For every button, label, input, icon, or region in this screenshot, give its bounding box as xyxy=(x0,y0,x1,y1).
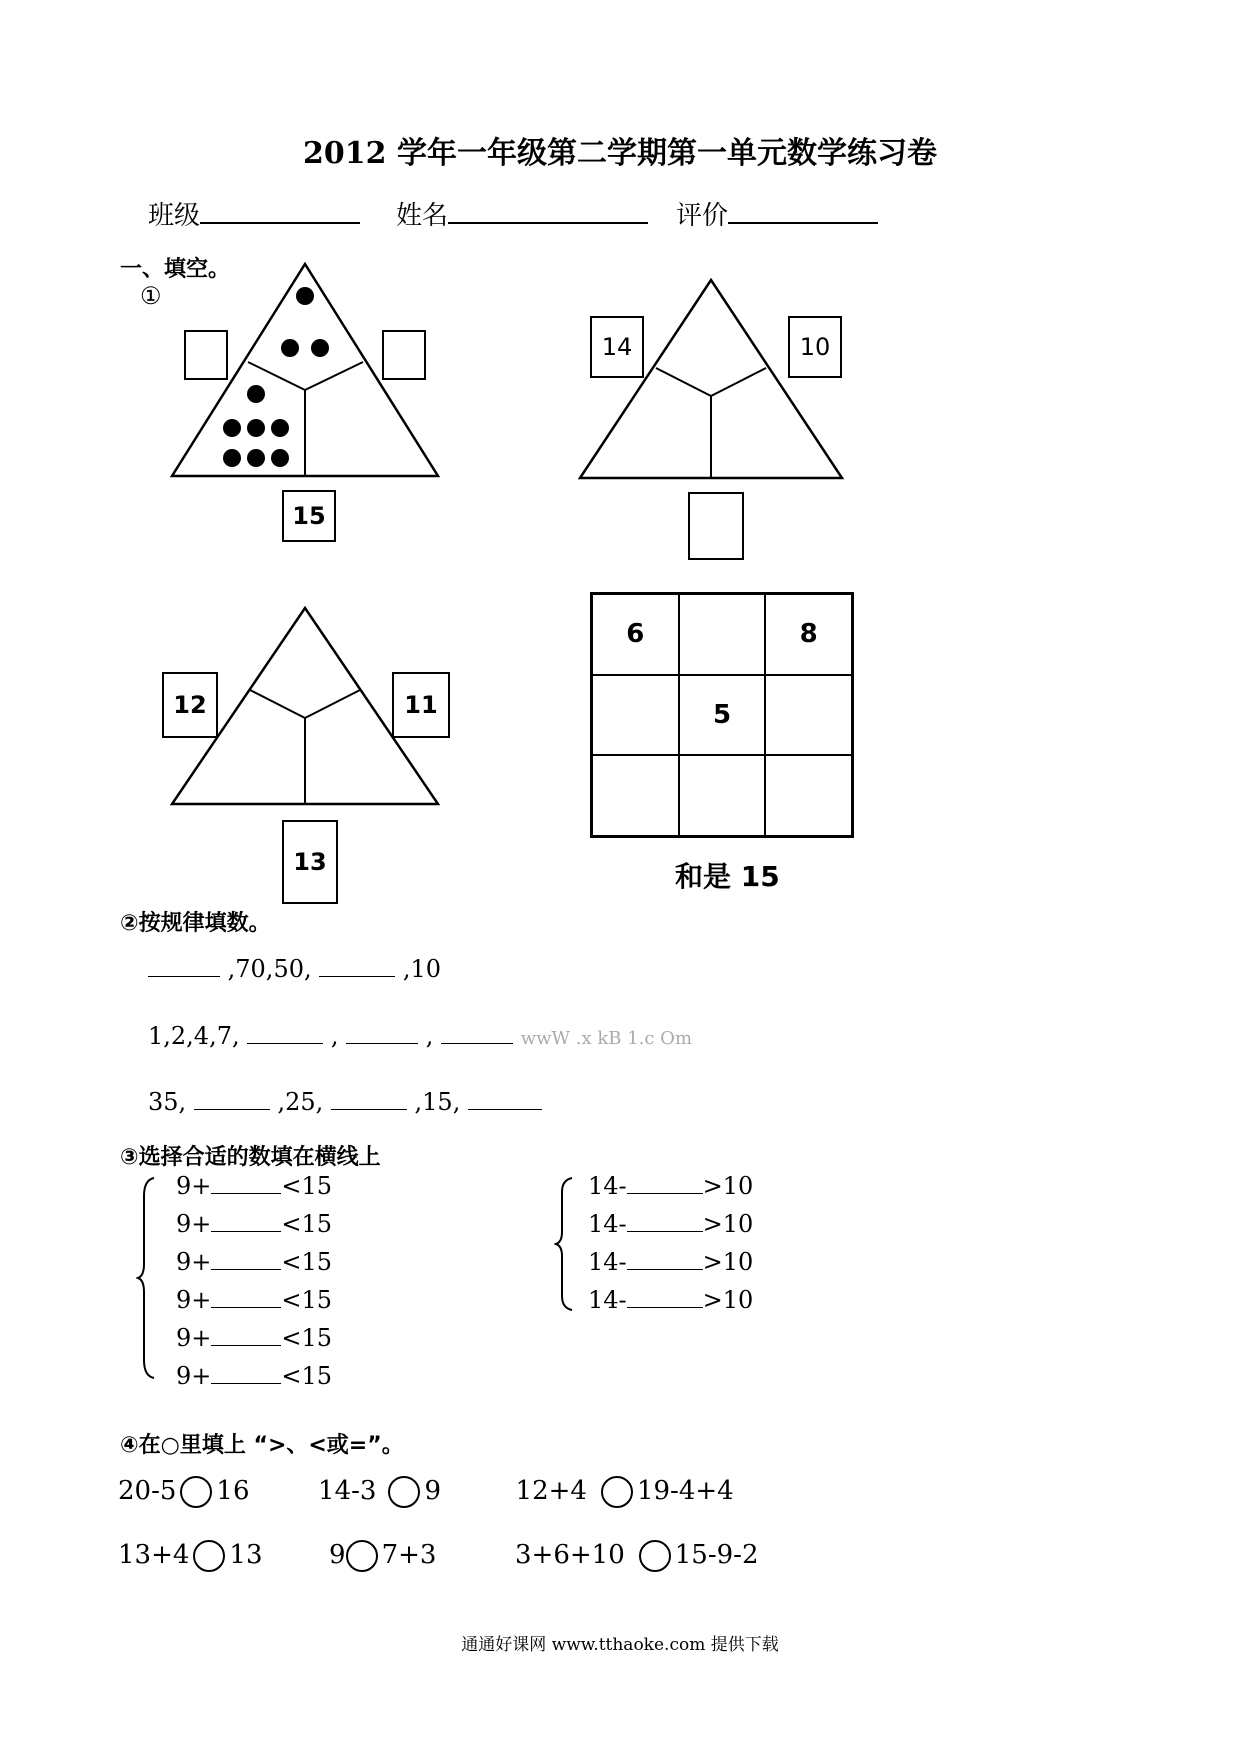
expression: 15-9-2 xyxy=(674,1540,759,1570)
pattern-row-1 xyxy=(148,955,441,983)
dot xyxy=(281,339,299,357)
triangle-2-bottom-box[interactable] xyxy=(688,492,744,560)
answer-blank[interactable] xyxy=(627,1287,703,1308)
inequality-suffix: <15 xyxy=(281,1210,333,1238)
answer-blank[interactable] xyxy=(627,1211,703,1232)
grade-label: 评价 xyxy=(676,201,729,231)
answer-blank[interactable] xyxy=(211,1363,281,1384)
magic-square-cell[interactable] xyxy=(765,675,852,756)
magic-square-cell[interactable] xyxy=(765,755,852,836)
answer-blank[interactable] xyxy=(441,1023,513,1044)
expression: 9 xyxy=(329,1540,346,1570)
dot xyxy=(223,419,241,437)
section1-heading: 一、填空。 xyxy=(120,257,231,282)
name-field xyxy=(396,195,648,232)
pattern-row-2-sep: , xyxy=(330,1022,339,1050)
expression: 16 xyxy=(216,1476,250,1506)
inequality-suffix: >10 xyxy=(702,1248,754,1276)
expression: 9 xyxy=(424,1476,442,1506)
magic-square-cell: 8 xyxy=(765,594,852,675)
triangle-2-divider-right xyxy=(711,368,766,396)
expression: 19-4+4 xyxy=(636,1476,734,1506)
dot xyxy=(271,419,289,437)
answer-blank[interactable] xyxy=(319,956,395,977)
inequality-prefix: 9+ xyxy=(176,1324,212,1352)
answer-blank[interactable] xyxy=(211,1211,281,1232)
inequality-suffix: <15 xyxy=(281,1248,333,1276)
inequality-suffix: <15 xyxy=(281,1324,333,1352)
dot xyxy=(311,339,329,357)
answer-blank[interactable] xyxy=(247,1023,323,1044)
grade-blank[interactable] xyxy=(728,200,878,224)
triangle-2 xyxy=(578,278,844,480)
inequality-suffix: <15 xyxy=(281,1172,333,1200)
expression: 20-5 xyxy=(118,1476,177,1506)
expression: 13+4 xyxy=(118,1540,190,1570)
dot xyxy=(223,449,241,467)
inequality-suffix: >10 xyxy=(702,1210,754,1238)
class-blank[interactable] xyxy=(200,200,360,224)
pattern-row-1-mid: ,70,50, xyxy=(227,955,312,983)
expression: 3+6+10 xyxy=(515,1540,625,1570)
triangle-3-left-box: 12 xyxy=(162,672,218,738)
answer-blank[interactable] xyxy=(194,1089,270,1110)
name-label: 姓名 xyxy=(396,201,449,231)
answer-blank[interactable] xyxy=(211,1325,281,1346)
triangle-3-divider-left xyxy=(250,690,305,718)
answer-blank[interactable] xyxy=(331,1089,407,1110)
inequality-prefix: 9+ xyxy=(176,1248,212,1276)
magic-square-cell[interactable] xyxy=(679,755,766,836)
inequality-left-4 xyxy=(176,1286,332,1314)
triangle-1-right-box[interactable] xyxy=(382,330,426,380)
right-brace-icon xyxy=(554,1176,576,1312)
pattern-row-2 xyxy=(148,1022,692,1050)
inequality-prefix: 14- xyxy=(588,1286,627,1314)
inequality-right-4 xyxy=(588,1286,753,1314)
triangle-2-divider-left xyxy=(656,368,711,396)
dot xyxy=(271,449,289,467)
triangle-2-right-box: 10 xyxy=(788,316,842,378)
left-brace-icon xyxy=(136,1176,158,1380)
answer-blank[interactable] xyxy=(627,1249,703,1270)
inequality-prefix: 14- xyxy=(588,1210,627,1238)
inequality-right-3 xyxy=(588,1248,753,1276)
inequality-left-2 xyxy=(176,1210,332,1238)
dot xyxy=(247,449,265,467)
expression: 7+3 xyxy=(381,1540,437,1570)
pattern-row-3-start: 35, xyxy=(148,1088,187,1116)
magic-square-cell: 6 xyxy=(592,594,679,675)
inequality-right-1 xyxy=(588,1172,753,1200)
inequality-suffix: >10 xyxy=(702,1286,754,1314)
triangle-1-bottom-box: 15 xyxy=(282,490,336,542)
section2-heading: ②按规律填数。 xyxy=(120,911,271,936)
magic-square-caption: 和是 15 xyxy=(675,860,780,893)
comparison-row-1 xyxy=(118,1476,734,1508)
inequality-suffix: <15 xyxy=(281,1362,333,1390)
pattern-row-3-b: ,15, xyxy=(414,1088,461,1116)
pattern-row-1-end: ,10 xyxy=(402,955,442,983)
compare-circle[interactable] xyxy=(601,1476,633,1508)
answer-blank[interactable] xyxy=(211,1287,281,1308)
magic-square-cell[interactable] xyxy=(679,594,766,675)
triangle-3-right-box: 11 xyxy=(392,672,450,738)
inequality-left-5 xyxy=(176,1324,332,1352)
class-field xyxy=(148,195,360,232)
section4-heading: ④在○里填上 “>、<或=”。 xyxy=(120,1433,404,1458)
sub-question-1-marker: ① xyxy=(140,282,162,310)
answer-blank[interactable] xyxy=(211,1249,281,1270)
dot xyxy=(247,385,265,403)
triangle-2-left-box: 14 xyxy=(590,316,644,378)
grade-field xyxy=(676,195,878,232)
magic-square-cell: 5 xyxy=(679,675,766,756)
expression: 12+4 xyxy=(515,1476,587,1506)
magic-square-cell[interactable] xyxy=(592,755,679,836)
pattern-row-3-a: ,25, xyxy=(277,1088,324,1116)
inequality-prefix: 9+ xyxy=(176,1172,212,1200)
expression: 13 xyxy=(229,1540,263,1570)
expression: 14-3 xyxy=(318,1476,377,1506)
magic-square-cell[interactable] xyxy=(592,675,679,756)
name-blank[interactable] xyxy=(448,200,648,224)
triangle-1-left-box[interactable] xyxy=(184,330,228,380)
answer-blank[interactable] xyxy=(346,1023,418,1044)
answer-blank[interactable] xyxy=(148,956,220,977)
pattern-row-2-sep: , xyxy=(425,1022,434,1050)
answer-blank[interactable] xyxy=(211,1173,281,1194)
inequality-prefix: 14- xyxy=(588,1172,627,1200)
answer-blank[interactable] xyxy=(627,1173,703,1194)
page-title: 2012 学年一年级第二学期第一单元数学练习卷 xyxy=(303,136,937,171)
inequality-prefix: 9+ xyxy=(176,1362,212,1390)
inequality-prefix: 9+ xyxy=(176,1286,212,1314)
comparison-row-2 xyxy=(118,1540,759,1572)
class-label: 班级 xyxy=(148,201,201,231)
dot xyxy=(247,419,265,437)
compare-circle[interactable] xyxy=(180,1476,212,1508)
triangle-3-divider-right xyxy=(305,690,360,718)
inequality-left-3 xyxy=(176,1248,332,1276)
triangle-1-divider-right xyxy=(305,362,363,390)
watermark-text: wwW .x kB 1.c Om xyxy=(520,1028,693,1049)
inequality-left-6 xyxy=(176,1362,332,1390)
inequality-right-2 xyxy=(588,1210,753,1238)
pattern-row-3 xyxy=(148,1088,542,1116)
compare-circle[interactable] xyxy=(388,1476,420,1508)
triangle-3-bottom-box: 13 xyxy=(282,820,338,904)
compare-circle[interactable] xyxy=(193,1540,225,1572)
section3-heading: ③选择合适的数填在横线上 xyxy=(120,1145,381,1170)
inequality-suffix: >10 xyxy=(702,1172,754,1200)
footer-text: 通通好课网 www.tthaoke.com 提供下载 xyxy=(461,1635,779,1655)
inequality-left-1 xyxy=(176,1172,332,1200)
answer-blank[interactable] xyxy=(468,1089,542,1110)
compare-circle[interactable] xyxy=(346,1540,378,1572)
pattern-row-2-start: 1,2,4,7, xyxy=(148,1022,240,1050)
inequality-prefix: 14- xyxy=(588,1248,627,1276)
magic-square xyxy=(590,592,854,838)
compare-circle[interactable] xyxy=(639,1540,671,1572)
dot xyxy=(296,287,314,305)
inequality-prefix: 9+ xyxy=(176,1210,212,1238)
inequality-suffix: <15 xyxy=(281,1286,333,1314)
